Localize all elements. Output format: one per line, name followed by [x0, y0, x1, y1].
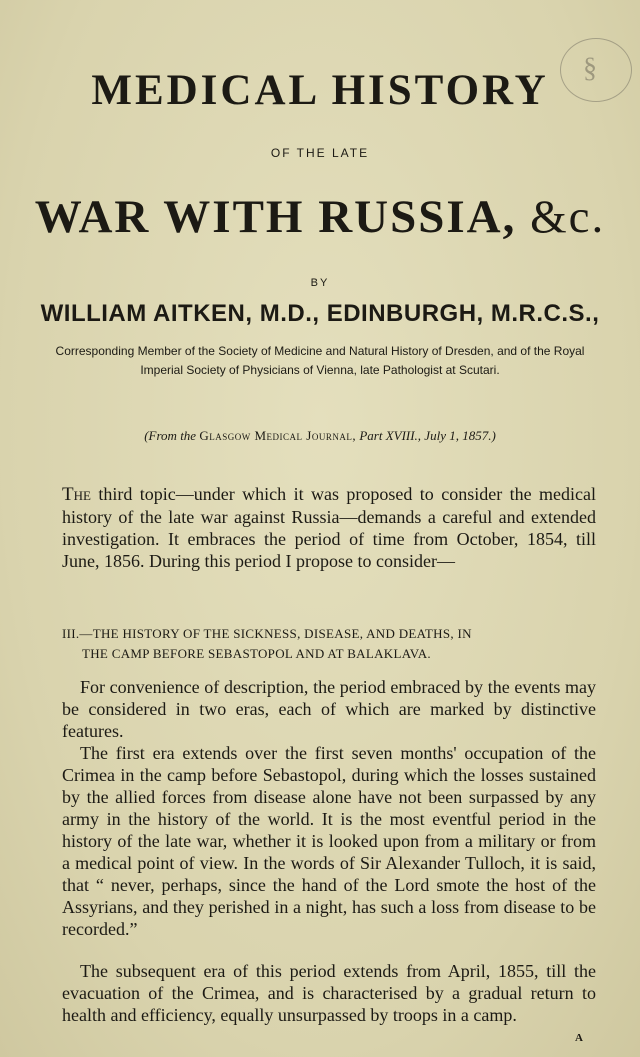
- source-journal: Glasgow Medical Journal,: [199, 428, 357, 443]
- author-name: WILLIAM AITKEN, M.D., EDINBURGH, M.R.C.S.,: [40, 300, 600, 327]
- subtitle-of-the-late: OF THE LATE: [270, 146, 370, 160]
- signature-mark: A: [575, 1032, 584, 1044]
- paragraph-intro: [62, 483, 596, 572]
- paragraph-intro-text: third topic—under which it was proposed to consider the medical history of the late war against Russia—demands a careful and extended investigation. It embraces the period of time from October, 1854, till June, 1856. During this period I propose to consider—: [62, 484, 596, 571]
- section-heading-line2: THE CAMP BEFORE SEBASTOPOL AND AT BALAKLAVA.: [82, 646, 431, 661]
- by-label: BY: [310, 277, 330, 289]
- stamp-mark: §: [583, 53, 597, 84]
- section-heading: [62, 624, 596, 664]
- paragraph-intro-first-word: The: [62, 484, 91, 505]
- source-suffix: Part XVIII., July 1, 1857.): [359, 428, 496, 443]
- subtitle-war-with-russia: [0, 190, 640, 244]
- page-title: MEDICAL HISTORY: [91, 67, 549, 114]
- paragraph-eras: For convenience of description, the period embraced by the events may be considered in two eras, each of which are marked by distinctive features.: [62, 677, 596, 741]
- war-line-text: WAR WITH RUSSIA,: [34, 191, 517, 243]
- source-prefix: (From the: [144, 428, 197, 443]
- paragraph-first-era: The first era extends over the first seven months' occupation of the Crimea in the camp before Sebastopol, during which the losses sustained by the allied forces from disease alone have not been surpassed by any army in the history of the world. It is the most eventful period in the history of the late war, whether it is looked upon from a military or from a medical point of view. In the words of Sir Alexander Tulloch, it is said, that “ never, perhaps, since the hand of the Lord smote the host of the Assyrians, and they perished in a night, has such a loss from disease to be recorded.”: [62, 743, 596, 939]
- war-line-etc: &c.: [530, 191, 606, 243]
- paragraph-subsequent-era: The subsequent era of this period extends from April, 1855, till the evacuation of the Crimea, and is characterised by a gradual return to health and efficiency, equally unsurpassed by troops in a camp.: [62, 961, 596, 1025]
- section-heading-line1: III.—THE HISTORY OF THE SICKNESS, DISEASE, AND DEATHS, IN: [62, 626, 472, 641]
- author-credentials: Corresponding Member of the Society of Medicine and Natural History of Dresden, and of the Royal Imperial Society of Physicians of Vienna, late Pathologist at Scutari.: [55, 344, 585, 377]
- source-citation: [0, 428, 640, 444]
